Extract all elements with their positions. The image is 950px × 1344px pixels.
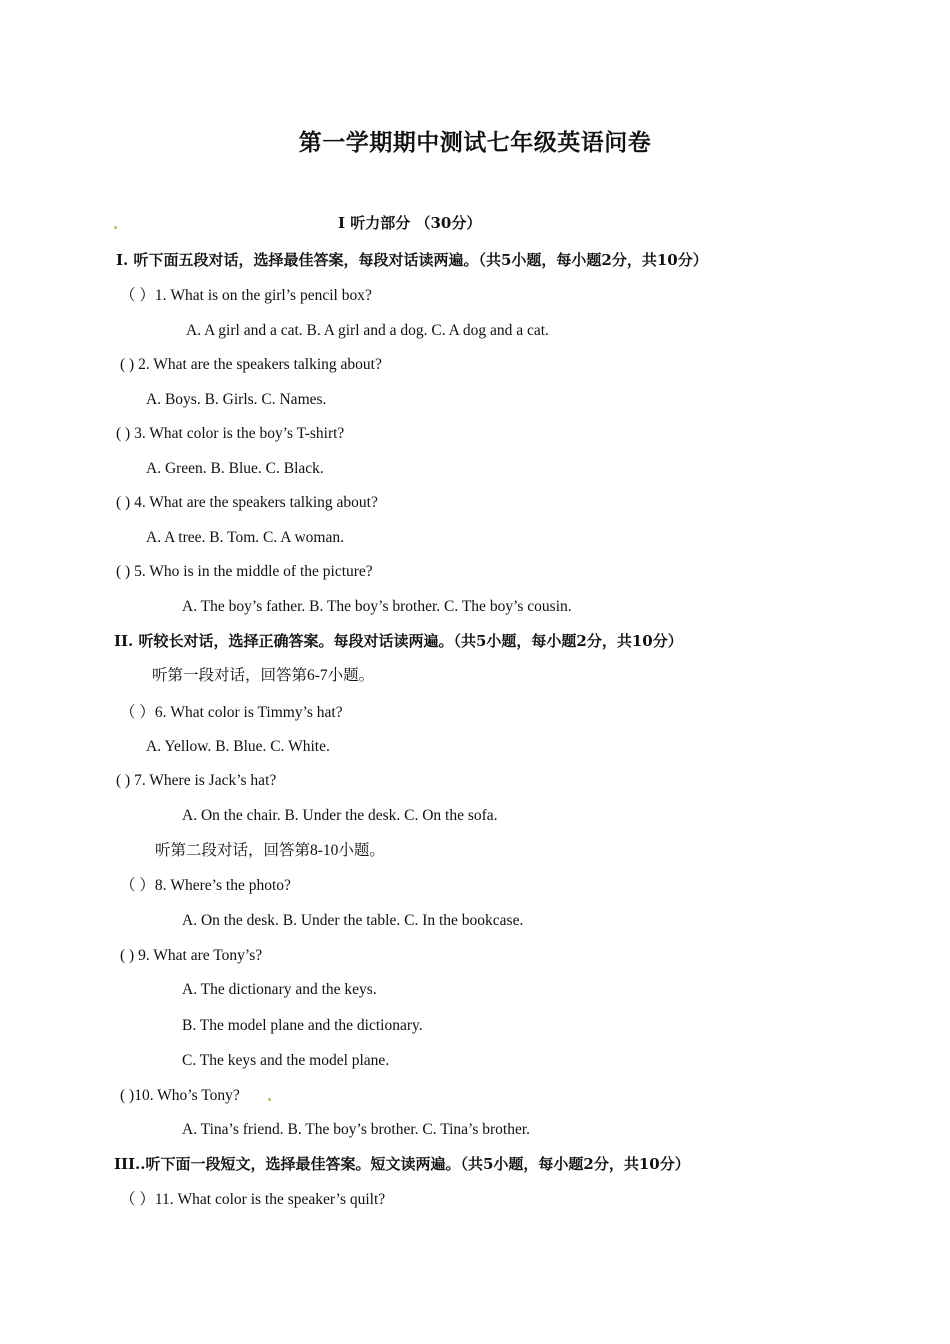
question-5: ( ) 5. Who is in the middle of the picture? (116, 563, 373, 580)
question-5-options: A. The boy’s father. B. The boy’s brother. C. The boy’s cousin. (182, 598, 572, 615)
question-3: ( ) 3. What color is the boy’s T-shirt? (116, 425, 345, 442)
question-6-options: A. Yellow. B. Blue. C. White. (146, 738, 330, 755)
question-9-option-b: B. The model plane and the dictionary. (182, 1017, 423, 1034)
question-9: ( ) 9. What are Tony’s? (120, 947, 263, 964)
section-heading-2: II. 听较长对话，选择正确答案。每段对话读两遍。（共5小题，每小题2分，共10分） (114, 632, 683, 650)
question-3-options: A. Green. B. Blue. C. Black. (146, 460, 324, 477)
question-10: ( )10. Who’s Tony? (120, 1087, 240, 1104)
section-heading-3: III..听下面一段短文，选择最佳答案。短文读两遍。（共5小题，每小题2分，共10分） (114, 1155, 690, 1173)
section-heading-1: Ⅰ. 听下面五段对话，选择最佳答案，每段对话读两遍。（共5小题，每小题2分，共10分） (116, 251, 708, 269)
document-title: 第一学期期中测试七年级英语问卷 (298, 130, 652, 156)
artifact-dot (268, 1098, 271, 1101)
question-4: ( ) 4. What are the speakers talking about? (116, 494, 378, 511)
question-8-options: A. On the desk. B. Under the table. C. In the bookcase. (182, 912, 524, 929)
question-10-options: A. Tina’s friend. B. The boy’s brother. C. Tina’s brother. (182, 1121, 531, 1138)
subsection-instruction-2: 听第二段对话，回答第8-10小题。 (155, 842, 385, 859)
question-1-options: A. A girl and a cat. B. A girl and a dog. C. A dog and a cat. (186, 322, 549, 339)
part-heading: Ⅰ 听力部分 （30分） (338, 214, 482, 232)
question-1: （ ）1. What is on the girl’s pencil box? (120, 287, 372, 304)
question-2: ( ) 2. What are the speakers talking about? (120, 356, 382, 373)
artifact-dot (114, 226, 117, 229)
question-9-option-c: C. The keys and the model plane. (182, 1052, 390, 1069)
question-7: ( ) 7. Where is Jack’s hat? (116, 772, 277, 789)
subsection-instruction-1: 听第一段对话，回答第6-7小题。 (152, 667, 375, 684)
question-9-option-a: A. The dictionary and the keys. (182, 981, 377, 998)
question-6: （ ）6. What color is Timmy’s hat? (120, 704, 343, 721)
question-8: （ ）8. Where’s the photo? (120, 877, 291, 894)
question-2-options: A. Boys. B. Girls. C. Names. (146, 391, 327, 408)
question-7-options: A. On the chair. B. Under the desk. C. On the sofa. (182, 807, 498, 824)
question-4-options: A. A tree. B. Tom. C. A woman. (146, 529, 344, 546)
question-11: （ ）11. What color is the speaker’s quilt? (120, 1191, 386, 1208)
